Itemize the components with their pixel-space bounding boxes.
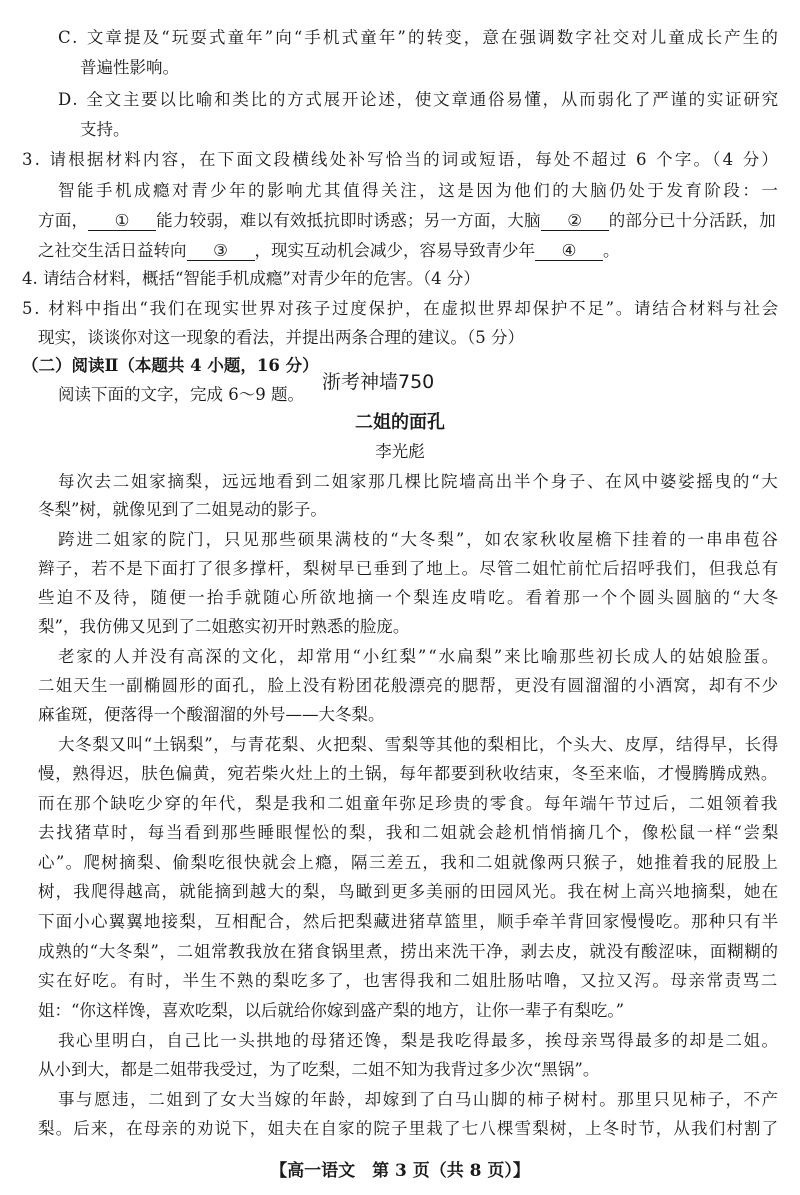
article-line: 梨。后来，在母亲的劝说下，姐夫在自家的院子里栽了七八棵雪梨树，上冬时节，从我们村割了 xyxy=(38,1119,780,1138)
reading-instruction: 阅读下面的文字，完成 6～9 题。 xyxy=(58,385,304,404)
passage-text: 之社交生活日益转向 xyxy=(38,241,187,260)
article-line: 而在那个缺吃少穿的年代，梨是我和二姐童年弥足珍贵的零食。每年端午节过后，二姐领着我 xyxy=(38,794,779,813)
article-line: 每次去二姐家摘梨，远远地看到二姐家那几棵比院墙高出半个身子、在风中婆娑摇曳的“大 xyxy=(58,472,780,491)
article-line: 姐：“你这样馋，喜欢吃梨，以后就给你嫁到盛产梨的地方，让你一辈子有梨吃。” xyxy=(38,1001,625,1020)
article-title: 二姐的面孔 xyxy=(355,412,445,433)
article-line: 事与愿违，二姐到了女大当嫁的年龄，却嫁到了白马山脚的柿子树村。那里只见柿子，不产 xyxy=(58,1090,780,1109)
article-line: 辫子，若不是下面打了很多撑杆，梨树早已垂到了地上。尽管二姐忙前忙后招呼我们，但我总有 xyxy=(38,559,780,578)
passage-text: ，现实互动机会减少，容易导致青少年 xyxy=(254,241,535,260)
question-5-line-1: 5. 材料中指出“我们在现实世界对孩子过度保护，在虚拟世界却保护不足”。请结合材料与社会 xyxy=(22,299,780,318)
question-4-stem: 4. 请结合材料，概括“智能手机成瘾”对青少年的危害。（4 分） xyxy=(22,269,480,288)
article-line: 树，我爬得越高，就能摘到越大的梨，鸟瞰到更多美丽的田园风光。我在树上高兴地摘梨，她在 xyxy=(38,882,780,901)
option-d-line-1: D. 全文主要以比喻和类比的方式展开论述，使文章通俗易懂，从而弱化了严谨的实证研究 xyxy=(58,90,780,109)
fill-blank-4: ④ xyxy=(535,242,603,261)
watermark-text: 浙考神墙750 xyxy=(322,371,435,393)
question-5-line-2: 现实，谈谈你对这一现象的看法，并提出两条合理的建议。（5 分） xyxy=(38,328,524,347)
article-line: 慢，熟得迟，肤色偏黄，宛若柴火灶上的土锅，每年都要到秋收结束，冬至来临，才慢腾腾成熟。 xyxy=(38,764,779,783)
fill-blank-2: ② xyxy=(541,212,609,231)
question-3-passage-line-2 xyxy=(38,210,776,232)
article-line: 跨进二姐家的院门，只见那些硕果满枝的“大冬梨”，如农家秋收屋檐下挂着的一串串苞谷 xyxy=(58,530,780,549)
fill-blank-1: ① xyxy=(88,212,156,231)
article-line: 二姐天生一副椭圆形的面孔，脸上没有粉团花般漂亮的腮帮，更没有圆溜溜的小酒窝，却有不少 xyxy=(38,676,780,695)
article-line: 老家的人并没有高深的文化，却常用“小红梨”“水扁梨”来比喻那些初长成人的姑娘脸蛋。 xyxy=(58,647,781,666)
article-line: 心”。爬树摘梨、偷梨吃很快就会上瘾，隔三差五，我和二姐就像两只猴子，她推着我的屁股上 xyxy=(38,853,780,872)
article-line: 实在好吃。有时，半生不熟的梨吃多了，也害得我和二姐肚肠咕噜，又拉又泻。母亲常责骂二 xyxy=(38,971,779,990)
article-line: 大冬梨又叫“土锅梨”，与青花梨、火把梨、雪梨等其他的梨相比，个头大、皮厚，结得早，长得 xyxy=(58,735,779,754)
article-line: 麻雀斑，便落得一个酸溜溜的外号——大冬梨。 xyxy=(38,705,385,724)
article-line: 下面小心翼翼地接梨，互相配合，然后把梨藏进猪草篮里，顺手牵羊背回家慢慢吃。那种只有半 xyxy=(38,912,780,931)
page-footer: 【高一语文 第 3 页（共 8 页）】 xyxy=(270,1161,530,1181)
option-d-line-2: 支持。 xyxy=(80,120,130,139)
question-3-passage-line-3 xyxy=(38,240,620,262)
passage-text: 能力较弱，难以有效抵抗即时诱惑；另一方面，大脑 xyxy=(156,211,541,230)
option-c-line-1: C. 文章提及“玩耍式童年”向“手机式童年”的转变，意在强调数字社交对儿童成长产生的 xyxy=(58,28,780,47)
article-line: 梨”，我仿佛又见到了二姐憨实初开时熟悉的脸庞。 xyxy=(38,617,410,636)
passage-text: 的部分已十分活跃，加 xyxy=(608,211,776,230)
article-line: 成熟的“大冬梨”，二姐常教我放在猪食锅里煮，捞出来洗干净，剥去皮，就没有酸涩味，面糊糊的 xyxy=(38,942,779,961)
question-3-passage-line-1: 智能手机成瘾对青少年的影响尤其值得关注，这是因为他们的大脑仍处于发育阶段：一 xyxy=(58,181,781,200)
article-line: 去找猪草时，每当看到那些睡眼惺忪的梨，我和二姐就会趁机悄悄摘几个，像松鼠一样“尝梨 xyxy=(38,823,781,842)
article-author: 李光彪 xyxy=(375,442,425,461)
option-c-line-2: 普遍性影响。 xyxy=(80,58,179,77)
passage-text: 。 xyxy=(603,241,620,260)
fill-blank-3: ③ xyxy=(187,242,255,261)
question-3-stem: 3. 请根据材料内容，在下面文段横线处补写恰当的词或短语，每处不超过 6 个字。（4 分） xyxy=(22,150,781,169)
passage-text: 方面， xyxy=(38,211,89,230)
article-line: 冬梨”树，就像见到了二姐晃动的影子。 xyxy=(38,500,327,519)
article-line: 我心里明白，自己比一头拱地的母猪还馋，梨是我吃得最多，挨母亲骂得最多的却是二姐。 xyxy=(58,1031,780,1050)
article-line: 些迫不及待，随便一抬手就随心所欲地摘一个梨连皮啃吃。看着那一个个圆头圆脑的“大冬 xyxy=(38,588,781,607)
section-heading: （二）阅读Ⅱ（本题共 4 小题，16 分） xyxy=(22,356,319,375)
article-line: 从小到大，都是二姐带我受过，为了吃梨，二姐不知为我背过多少次“黑锅”。 xyxy=(38,1060,600,1079)
